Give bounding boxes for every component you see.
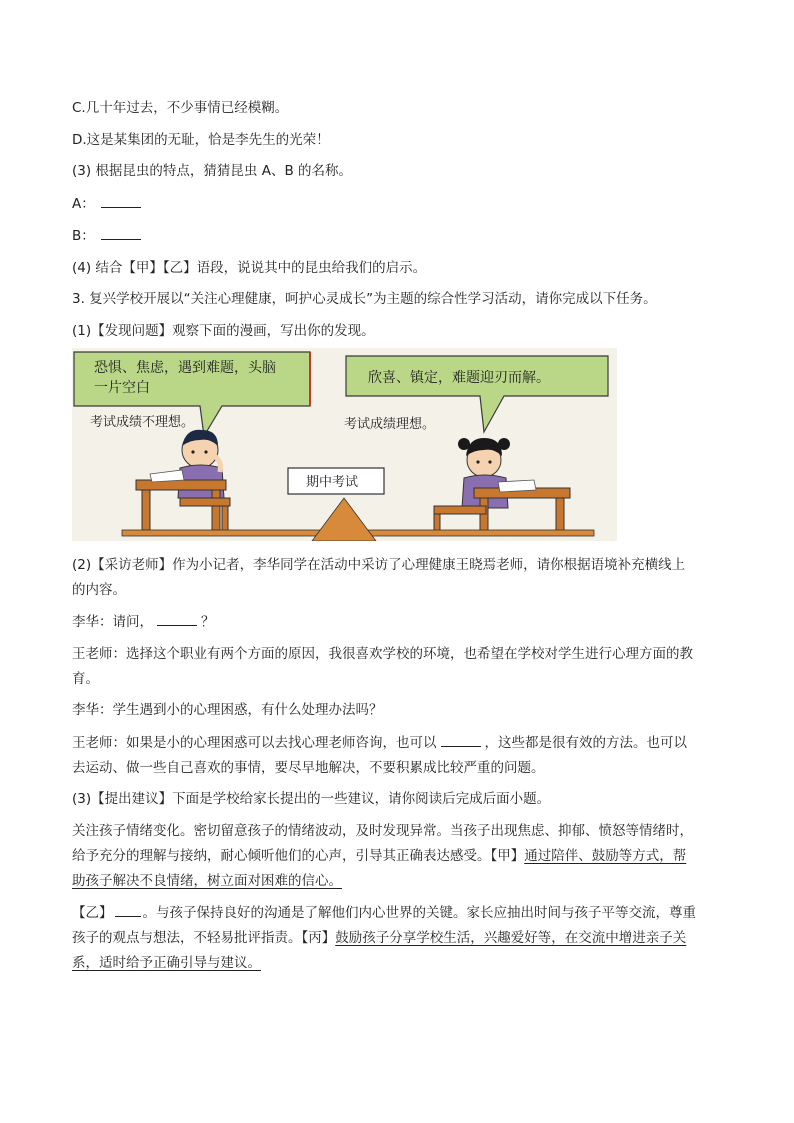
question-4: (4) 结合【甲】【乙】语段，说说其中的昆虫给我们的启示。: [72, 259, 427, 276]
dialog-wang-2-text-a: 王老师：如果是小的心理困惑可以去找心理老师咨询，也可以: [72, 734, 437, 751]
left-caption: 考试成绩不理想。: [90, 414, 195, 430]
dialog-wang-1-line-2: 育。: [72, 670, 99, 687]
answer-b-line: [72, 225, 732, 247]
dialog-wang-2-blank[interactable]: [441, 732, 481, 747]
subtask-3: (3)【提出建议】下面是学校给家长提出的一些建议，请你阅读后完成后面小题。: [72, 791, 551, 807]
advice-yi-blank[interactable]: [115, 902, 141, 917]
dialog-lihua-1-text: 李华：请问，: [72, 614, 153, 630]
scale-label: 期中考试: [306, 474, 359, 490]
document-page: [72, 98, 732, 985]
question-3: (3) 根据昆虫的特点，猜猜昆虫 A、B 的名称。: [72, 163, 352, 179]
right-bubble-text: 欣喜、镇定，难题迎刃而解。: [368, 369, 550, 386]
option-d: D.这是某集团的无耻，恰是李先生的光荣！: [72, 131, 330, 148]
advice-bing-marker: 【丙】: [301, 930, 336, 946]
right-caption: 考试成绩理想。: [344, 416, 436, 432]
advice-1-text: 给予充分的理解与接纳，耐心倾听他们的心声，引导其正确表达感受。: [72, 847, 491, 864]
comic-svg: [72, 348, 617, 541]
advice-jia-underlined-2: 助孩子解决不良情绪，树立面对困难的信心。: [72, 872, 342, 889]
advice-1-line-3: [72, 871, 732, 892]
subtask-2-line-2: 的内容。: [72, 581, 126, 598]
advice-bing-underlined-2: 系，适时给予正确引导与建议。: [72, 955, 261, 971]
advice-1-line-1: 关注孩子情绪变化。密切留意孩子的情绪波动，及时发现异常。当孩子出现焦虑、抑郁、愤怒等情绪时，: [72, 822, 693, 839]
dialog-wang-2-line-1: [72, 732, 732, 754]
advice-yi-marker: 【乙】: [72, 905, 113, 921]
advice-jia-marker: 【甲】: [490, 847, 525, 864]
dialog-wang-1-line-1: 王老师：选择这个职业有两个方面的原因，我很喜欢学校的环境，也希望在学校对学生进行心理方面的教: [72, 645, 693, 662]
dialog-wang-2-line-2: 去运动、做一些自己喜欢的事情，要尽早地解决，不要积累成比较严重的问题。: [72, 759, 545, 776]
advice-2-line-3: [72, 953, 732, 974]
answer-a-blank[interactable]: [101, 193, 141, 208]
dialog-lihua-1-blank[interactable]: [157, 611, 197, 626]
comic-illustration: [72, 348, 617, 541]
answer-b-label: B：: [72, 228, 95, 244]
dialog-lihua-2: 李华：学生遇到小的心理困惑，有什么处理办法吗？: [72, 702, 383, 718]
subtask-2-line-1: (2)【采访老师】作为小记者，李华同学在活动中采访了心理健康王晓焉老师，请你根据语境补充横线上: [72, 556, 686, 573]
answer-b-blank[interactable]: [101, 225, 141, 240]
advice-2-line-2: [72, 928, 732, 949]
advice-2-line-1: [72, 902, 732, 924]
advice-jia-underlined-1: 通过陪伴、鼓励等方式，帮: [524, 847, 687, 864]
advice-bing-underlined-1: 鼓励孩子分享学校生活，兴趣爱好等，在交流中增进亲子关: [335, 930, 687, 946]
answer-a-label: A：: [72, 195, 95, 212]
advice-2-text: 孩子的观点与想法，不轻易批评指责。: [72, 930, 302, 946]
dialog-lihua-1: [72, 611, 732, 633]
task-3-heading: 3. 复兴学校开展以“关注心理健康，呵护心灵成长”为主题的综合性学习活动，请你完成以下任务。: [72, 291, 657, 307]
advice-1-line-2: [72, 846, 732, 867]
dialog-lihua-1-mark: ？: [201, 614, 215, 630]
left-bubble-text-1: 恐惧、焦虑，遇到难题，头脑: [94, 359, 276, 376]
subtask-1: (1)【发现问题】观察下面的漫画，写出你的发现。: [72, 322, 375, 339]
dialog-wang-2-text-b: ，这些都是很有效的方法。也可以: [484, 734, 687, 751]
option-c: C.几十年过去，不少事情已经模糊。: [72, 100, 289, 116]
answer-a-line: [72, 193, 732, 215]
advice-yi-text: 。与孩子保持良好的沟通是了解他们内心世界的关键。家长应抽出时间与孩子平等交流，尊重: [142, 905, 696, 921]
left-bubble-text-2: 一片空白: [94, 379, 150, 396]
